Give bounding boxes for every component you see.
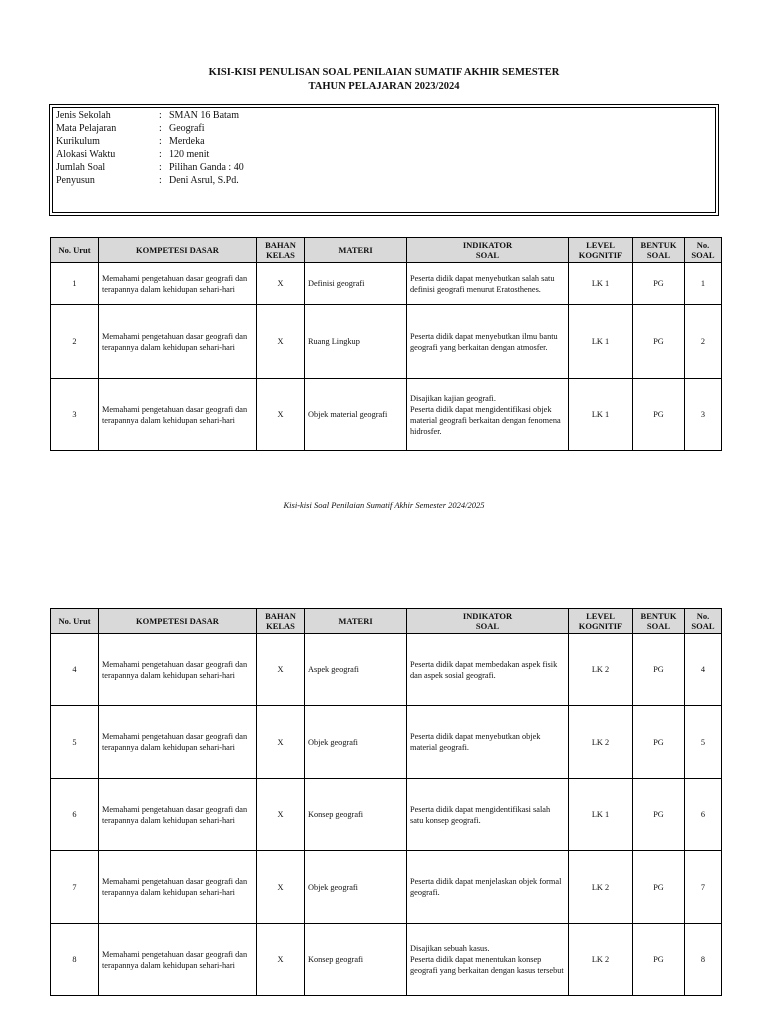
info-value: Geografi <box>169 123 205 134</box>
cell-level-kognitif: LK 1 <box>569 779 633 851</box>
table-row <box>51 634 722 706</box>
info-label: Alokasi Waktu <box>56 149 116 160</box>
header-no-soal <box>685 609 722 634</box>
cell-bentuk-soal: PG <box>633 379 685 451</box>
info-label: Jenis Sekolah <box>56 110 111 121</box>
cell-level-kognitif: LK 2 <box>569 706 633 779</box>
cell-level-kognitif: LK 2 <box>569 851 633 924</box>
cell-materi: Konsep geografi <box>305 779 407 851</box>
cell-bahan-kelas: X <box>257 779 305 851</box>
cell-indikator-soal: Peserta didik dapat mengidentifikasi salah satu konsep geografi. <box>407 779 569 851</box>
header-text: LEVEL <box>586 611 615 621</box>
cell-no-urut: 8 <box>51 924 99 996</box>
cell-kompetensi-dasar: Memahami pengetahuan dasar geografi dan terapannya dalam kehidupan sehari-hari <box>99 634 257 706</box>
info-label: Jumlah Soal <box>56 162 106 173</box>
info-value: Merdeka <box>169 136 205 147</box>
header-text: No. <box>696 611 710 621</box>
cell-materi: Objek geografi <box>305 851 407 924</box>
table-row <box>51 851 722 924</box>
cell-level-kognitif: LK 2 <box>569 634 633 706</box>
cell-no-urut: 2 <box>51 305 99 379</box>
header-text: INDIKATOR <box>462 240 513 250</box>
table-header-row <box>51 238 722 263</box>
cell-bentuk-soal: PG <box>633 851 685 924</box>
header-text: No. <box>696 240 710 250</box>
cell-no-soal: 1 <box>685 263 722 305</box>
header-text: LEVEL <box>586 240 615 250</box>
cell-kompetensi-dasar: Memahami pengetahuan dasar geografi dan terapannya dalam kehidupan sehari-hari <box>99 779 257 851</box>
cell-no-soal: 5 <box>685 706 722 779</box>
header-text: BENTUK <box>640 240 677 250</box>
cell-kompetensi-dasar: Memahami pengetahuan dasar geografi dan terapannya dalam kehidupan sehari-hari <box>99 924 257 996</box>
header-text: BAHAN <box>265 611 296 621</box>
header-no-urut: No. Urut <box>51 238 99 263</box>
cell-bentuk-soal: PG <box>633 263 685 305</box>
cell-no-soal: 6 <box>685 779 722 851</box>
header-indikator-soal <box>407 238 569 263</box>
cell-no-urut: 5 <box>51 706 99 779</box>
cell-level-kognitif: LK 1 <box>569 379 633 451</box>
cell-indikator-soal: Peserta didik dapat membedakan aspek fisik dan aspek sosial geografi. <box>407 634 569 706</box>
header-text: INDIKATOR <box>462 611 513 621</box>
header-text: KOGNITIF <box>578 250 623 260</box>
info-value: Pilihan Ganda : 40 <box>169 162 244 173</box>
cell-bentuk-soal: PG <box>633 779 685 851</box>
header-text: SOAL <box>646 250 671 260</box>
info-value: 120 menit <box>169 149 210 160</box>
kisi-kisi-table-1 <box>50 237 722 451</box>
header-bahan-kelas <box>257 238 305 263</box>
header-text: SOAL <box>691 250 715 260</box>
header-text: SOAL <box>475 621 500 631</box>
cell-level-kognitif: LK 1 <box>569 305 633 379</box>
header-materi: MATERI <box>305 609 407 634</box>
info-label: Mata Pelajaran <box>56 123 117 134</box>
cell-indikator-soal: Disajikan kajian geografi. Peserta didik dapat mengidentifikasi objek material geografi berkaitan dengan fenomena hidrosfer. <box>407 379 569 451</box>
info-separator: : <box>159 162 162 173</box>
table-row <box>51 305 722 379</box>
table-row <box>51 706 722 779</box>
header-kompetensi-dasar: KOMPETESI DASAR <box>99 238 257 263</box>
cell-no-soal: 8 <box>685 924 722 996</box>
header-level-kognitif <box>569 609 633 634</box>
page-footer: Kisi-kisi Soal Penilaian Sumatif Akhir Semester 2024/2025 <box>283 500 485 510</box>
cell-no-urut: 3 <box>51 379 99 451</box>
table-header-row <box>51 609 722 634</box>
cell-indikator-soal: Peserta didik dapat menyebutkan objek material geografi. <box>407 706 569 779</box>
school-info-box <box>49 104 719 216</box>
cell-materi: Objek material geografi <box>305 379 407 451</box>
cell-no-soal: 3 <box>685 379 722 451</box>
cell-indikator-soal: Peserta didik dapat menjelaskan objek formal geografi. <box>407 851 569 924</box>
cell-bahan-kelas: X <box>257 634 305 706</box>
cell-bahan-kelas: X <box>257 263 305 305</box>
cell-materi: Definisi geografi <box>305 263 407 305</box>
header-no-soal <box>685 238 722 263</box>
cell-bentuk-soal: PG <box>633 924 685 996</box>
info-separator: : <box>159 136 162 147</box>
header-text: KELAS <box>266 250 295 260</box>
cell-kompetensi-dasar: Memahami pengetahuan dasar geografi dan terapannya dalam kehidupan sehari-hari <box>99 305 257 379</box>
cell-materi: Konsep geografi <box>305 924 407 996</box>
cell-bahan-kelas: X <box>257 379 305 451</box>
table-row <box>51 779 722 851</box>
document-title <box>0 66 768 94</box>
header-indikator-soal <box>407 609 569 634</box>
info-separator: : <box>159 110 162 121</box>
info-separator: : <box>159 175 162 186</box>
cell-indikator-soal: Peserta didik dapat menyebutkan ilmu bantu geografi yang berkaitan dengan atmosfer. <box>407 305 569 379</box>
cell-kompetensi-dasar: Memahami pengetahuan dasar geografi dan terapannya dalam kehidupan sehari-hari <box>99 851 257 924</box>
header-kompetensi-dasar: KOMPETESI DASAR <box>99 609 257 634</box>
header-level-kognitif <box>569 238 633 263</box>
info-value: Deni Asrul, S.Pd. <box>169 175 239 186</box>
cell-bahan-kelas: X <box>257 706 305 779</box>
cell-level-kognitif: LK 1 <box>569 263 633 305</box>
cell-bentuk-soal: PG <box>633 634 685 706</box>
cell-materi: Ruang Lingkup <box>305 305 407 379</box>
header-text: BENTUK <box>640 611 677 621</box>
cell-no-urut: 6 <box>51 779 99 851</box>
cell-no-urut: 1 <box>51 263 99 305</box>
cell-indikator-soal: Peserta didik dapat menyebutkan salah satu definisi geografi menurut Eratosthenes. <box>407 263 569 305</box>
header-bahan-kelas <box>257 609 305 634</box>
info-separator: : <box>159 149 162 160</box>
info-separator: : <box>159 123 162 134</box>
cell-kompetensi-dasar: Memahami pengetahuan dasar geografi dan terapannya dalam kehidupan sehari-hari <box>99 379 257 451</box>
cell-no-urut: 4 <box>51 634 99 706</box>
header-bentuk-soal <box>633 609 685 634</box>
table-row <box>51 379 722 451</box>
header-no-urut: No. Urut <box>51 609 99 634</box>
cell-level-kognitif: LK 2 <box>569 924 633 996</box>
header-text: KELAS <box>266 621 295 631</box>
info-label: Penyusun <box>56 175 95 186</box>
cell-indikator-soal: Disajikan sebuah kasus. Peserta didik dapat menentukan konsep geografi yang berkaitan dengan kasus tersebut <box>407 924 569 996</box>
cell-no-soal: 4 <box>685 634 722 706</box>
table-row <box>51 924 722 996</box>
table-row <box>51 263 722 305</box>
cell-materi: Aspek geografi <box>305 634 407 706</box>
info-label: Kurikulum <box>56 136 100 147</box>
cell-no-soal: 2 <box>685 305 722 379</box>
cell-bahan-kelas: X <box>257 924 305 996</box>
kisi-kisi-table-2 <box>50 608 722 996</box>
cell-bahan-kelas: X <box>257 851 305 924</box>
header-text: SOAL <box>646 621 671 631</box>
cell-bentuk-soal: PG <box>633 706 685 779</box>
header-materi: MATERI <box>305 238 407 263</box>
header-text: BAHAN <box>265 240 296 250</box>
cell-bentuk-soal: PG <box>633 305 685 379</box>
title-line-2: TAHUN PELAJARAN 2023/2024 <box>308 81 460 92</box>
cell-kompetensi-dasar: Memahami pengetahuan dasar geografi dan terapannya dalam kehidupan sehari-hari <box>99 706 257 779</box>
cell-kompetensi-dasar: Memahami pengetahuan dasar geografi dan terapannya dalam kehidupan sehari-hari <box>99 263 257 305</box>
header-text: SOAL <box>475 250 500 260</box>
cell-bahan-kelas: X <box>257 305 305 379</box>
header-text: KOGNITIF <box>578 621 623 631</box>
header-text: SOAL <box>691 621 715 631</box>
info-value: SMAN 16 Batam <box>169 110 239 121</box>
cell-materi: Objek geografi <box>305 706 407 779</box>
cell-no-soal: 7 <box>685 851 722 924</box>
title-line-1: KISI-KISI PENULISAN SOAL PENILAIAN SUMATIF AKHIR SEMESTER <box>208 67 560 78</box>
cell-no-urut: 7 <box>51 851 99 924</box>
header-bentuk-soal <box>633 238 685 263</box>
